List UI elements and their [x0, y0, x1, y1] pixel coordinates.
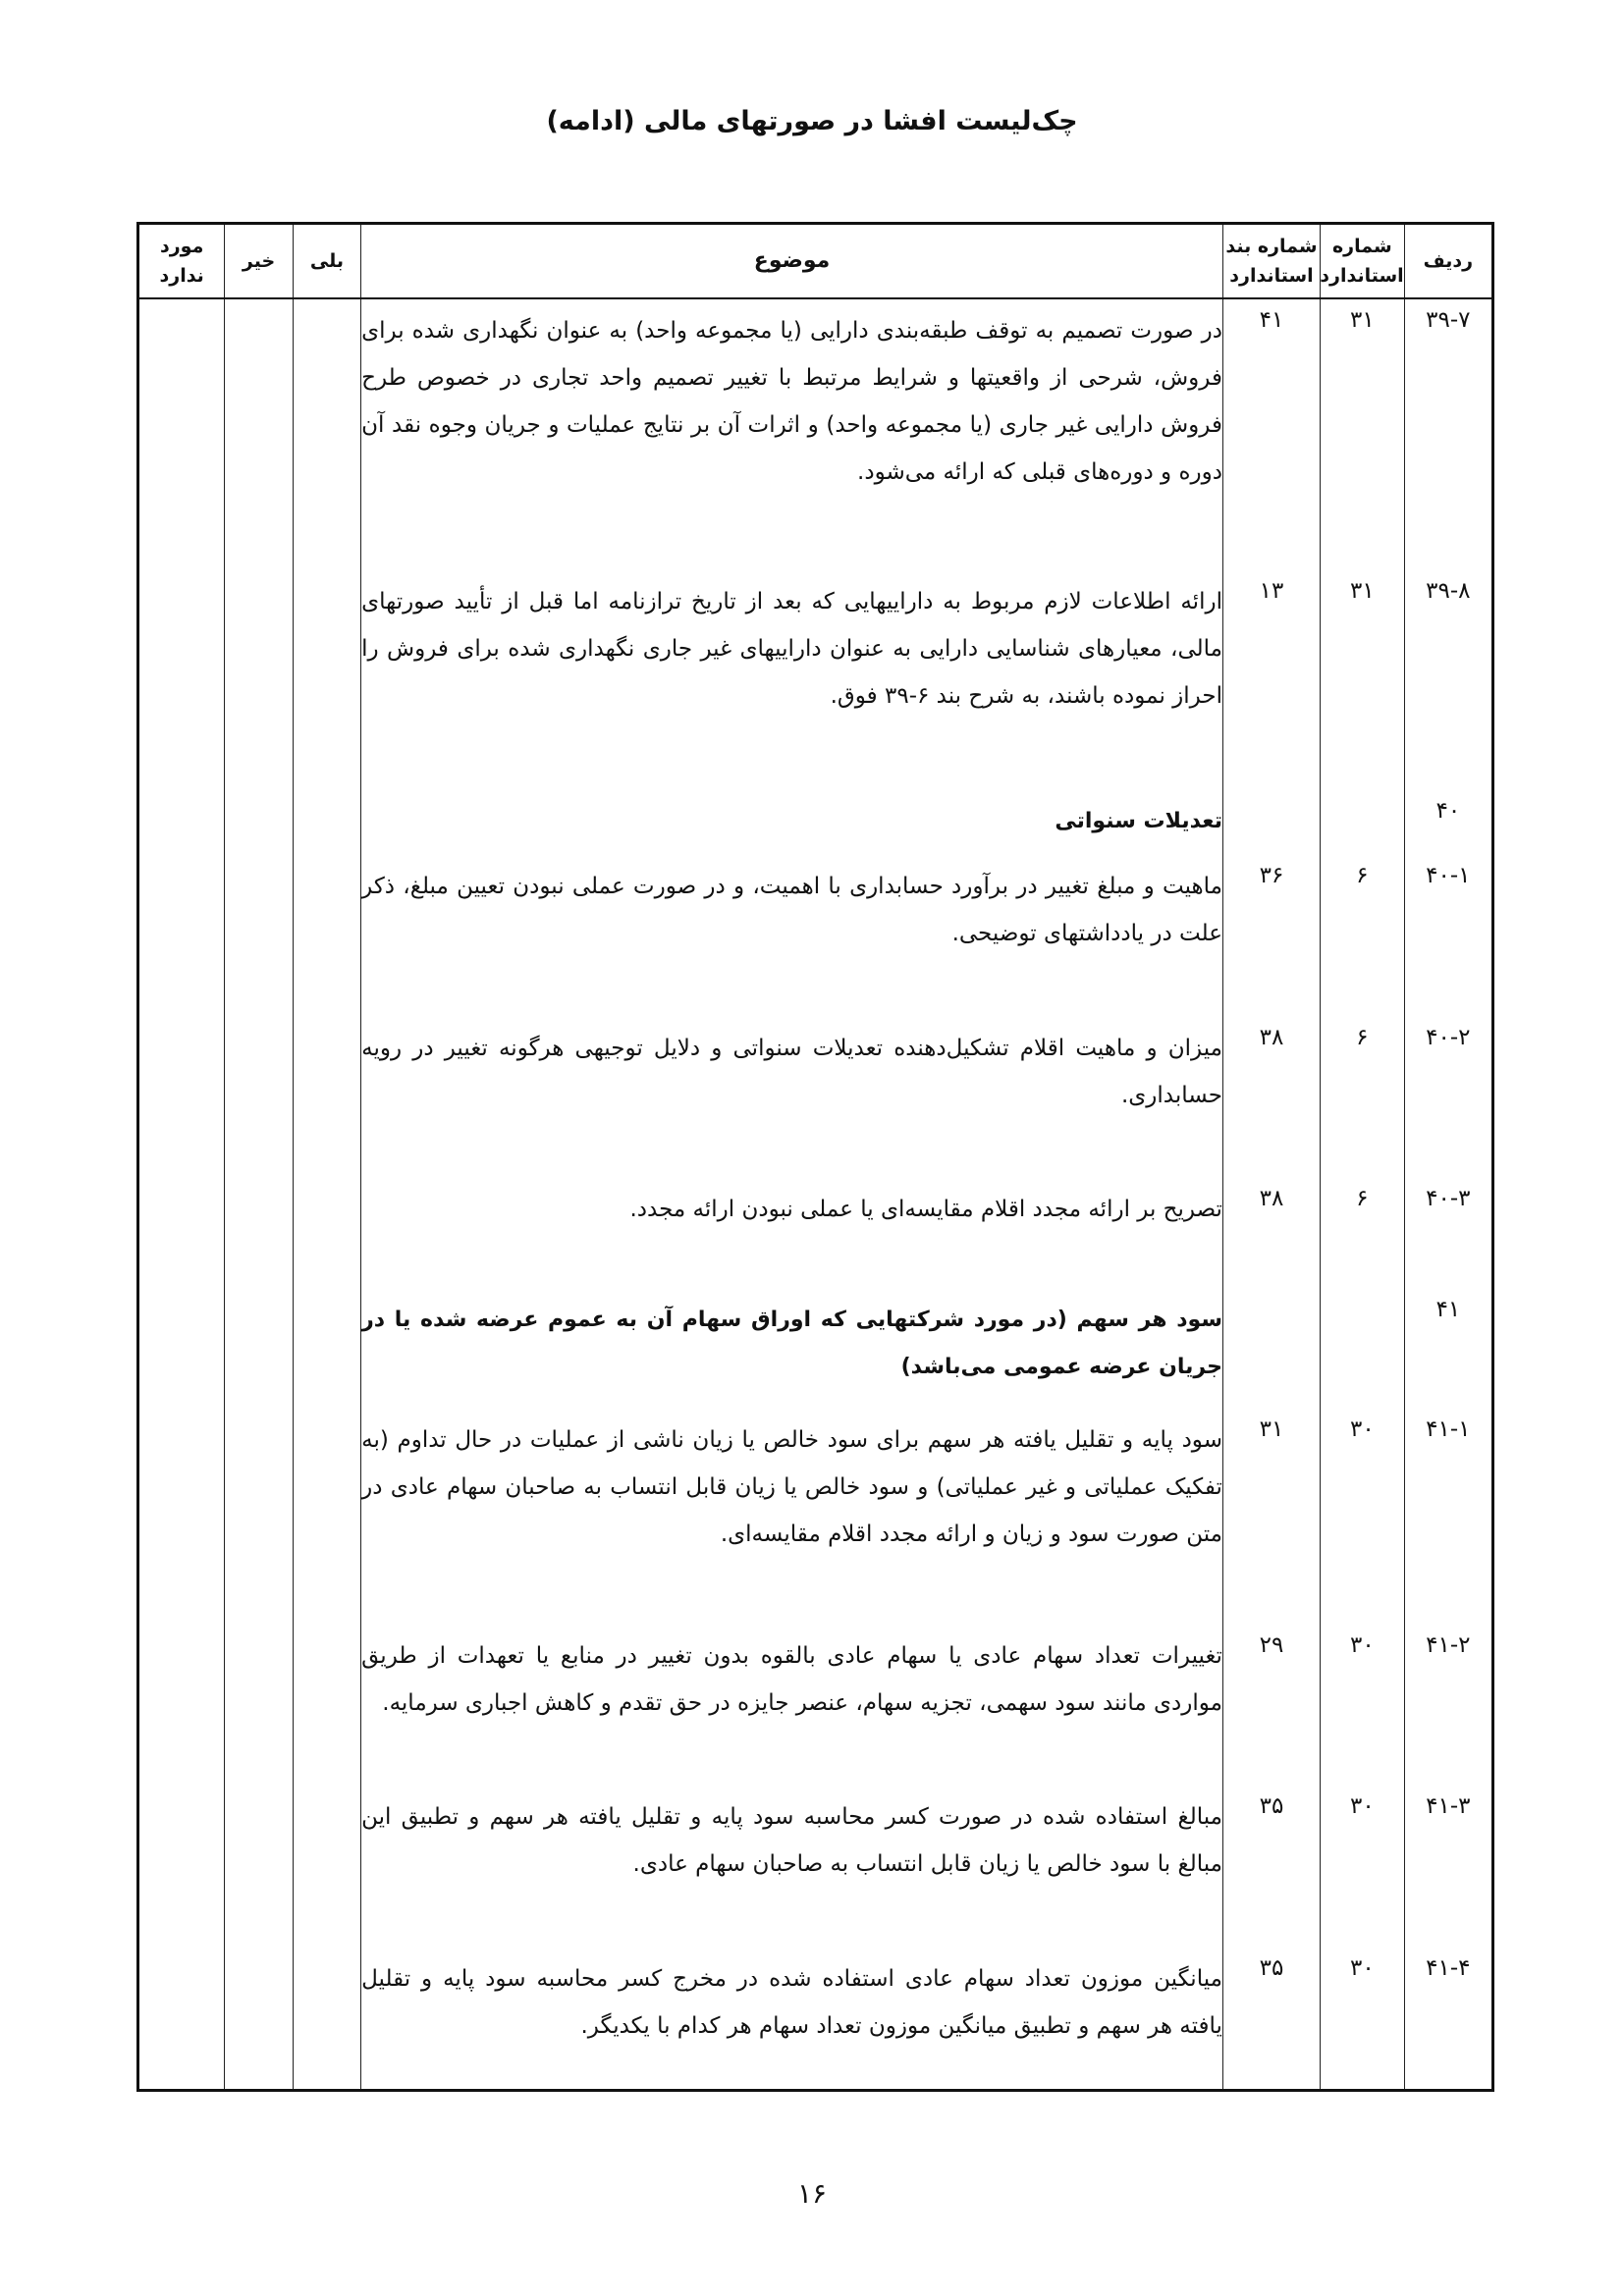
answer-yes-cell[interactable] — [293, 1017, 360, 1179]
answer-no-cell — [225, 1285, 293, 1408]
row-paragraph — [1222, 786, 1320, 855]
checklist-grid — [139, 225, 1491, 2089]
answer-yes-cell[interactable] — [293, 1625, 360, 1787]
answer-no-cell[interactable] — [225, 855, 293, 1017]
table-row — [139, 298, 1491, 570]
row-paragraph: ۱۳ — [1222, 570, 1320, 786]
header-no: خیر — [225, 225, 293, 298]
row-paragraph: ۲۹ — [1222, 1625, 1320, 1787]
row-subject: ماهیت و مبلغ تغییر در برآورد حسابداری با اهمیت، و در صورت عملی نبودن تعیین مبلغ، ذکر علت در یادداشتهای توضیحی. — [361, 855, 1223, 1017]
answer-na-cell[interactable] — [139, 1409, 225, 1625]
answer-na-cell[interactable] — [139, 1948, 225, 2089]
section-heading: سود هر سهم (در مورد شرکتهایی که اوراق سهام آن به عموم عرضه شده یا در جریان عرضه عمومی می‌باشد) — [361, 1285, 1223, 1408]
table-row — [139, 1178, 1491, 1285]
row-subject: میزان و ماهیت اقلام تشکیل‌دهنده تعدیلات سنواتی و دلایل توجیهی هرگونه تغییر در رویه حسابداری. — [361, 1017, 1223, 1179]
answer-yes-cell[interactable] — [293, 570, 360, 786]
answer-no-cell[interactable] — [225, 1625, 293, 1787]
row-paragraph: ۳۵ — [1222, 1948, 1320, 2089]
section-heading-row — [139, 1285, 1491, 1408]
row-standard: ۶ — [1320, 855, 1404, 1017]
row-code: ۴۱-۳ — [1404, 1786, 1491, 1948]
header-subject: موضوع — [361, 225, 1223, 298]
answer-yes-cell[interactable] — [293, 1948, 360, 2089]
section-heading: تعدیلات سنواتی — [361, 786, 1223, 855]
answer-yes-cell — [293, 1285, 360, 1408]
row-code: ۴۱-۲ — [1404, 1625, 1491, 1787]
row-subject: تصریح بر ارائه مجدد اقلام مقایسه‌ای یا عملی نبودن ارائه مجدد. — [361, 1178, 1223, 1285]
answer-yes-cell[interactable] — [293, 298, 360, 570]
answer-no-cell[interactable] — [225, 1178, 293, 1285]
answer-na-cell — [139, 786, 225, 855]
answer-no-cell[interactable] — [225, 1948, 293, 2089]
header-code: ردیف — [1404, 225, 1491, 298]
row-code: ۴۱-۴ — [1404, 1948, 1491, 2089]
answer-no-cell[interactable] — [225, 570, 293, 786]
row-subject: ارائه اطلاعات لازم مربوط به داراییهایی که بعد از تاریخ ترازنامه اما قبل از تأیید صورتهای مالی، معیارهای شناسایی دارایی به عنوان داراییهای غیر جاری نگهداری شده برای فروش را احراز نموده باشند، به شرح بند ۶-۳۹ فوق. — [361, 570, 1223, 786]
page-title: چک‌لیست افشا در صورتهای مالی (ادامه) — [546, 106, 1078, 136]
row-standard: ۳۱ — [1320, 298, 1404, 570]
disclosure-checklist-table — [136, 222, 1494, 2092]
row-standard: ۶ — [1320, 1017, 1404, 1179]
row-subject: مبالغ استفاده شده در صورت کسر محاسبه سود پایه و تقلیل یافته هر سهم و تطبیق این مبالغ با سود خالص یا زیان قابل انتساب به صاحبان سهام عادی. — [361, 1786, 1223, 1948]
table-row — [139, 1786, 1491, 1948]
row-standard: ۳۰ — [1320, 1625, 1404, 1787]
row-code: ۳۹-۷ — [1404, 298, 1491, 570]
answer-yes-cell[interactable] — [293, 1178, 360, 1285]
row-subject: سود پایه و تقلیل یافته هر سهم برای سود خالص یا زیان ناشی از عملیات در حال تداوم (به تفکیک عملیاتی و غیر عملیاتی) و سود خالص یا زیان قابل انتساب به صاحبان سهام عادی در متن صورت سود و زیان و ارائه مجدد اقلام مقایسه‌ای. — [361, 1409, 1223, 1625]
answer-yes-cell[interactable] — [293, 1409, 360, 1625]
answer-na-cell[interactable] — [139, 1625, 225, 1787]
table-row — [139, 855, 1491, 1017]
row-subject: تغییرات تعداد سهام عادی یا سهام عادی بالقوه بدون تغییر در منابع یا تعهدات از طریق مواردی مانند سود سهمی، تجزیه سهام، عنصر جایزه در حق تقدم و کاهش اجباری سرمایه. — [361, 1625, 1223, 1787]
row-code: ۴۰-۳ — [1404, 1178, 1491, 1285]
table-row — [139, 570, 1491, 786]
row-paragraph: ۳۸ — [1222, 1017, 1320, 1179]
answer-na-cell[interactable] — [139, 570, 225, 786]
row-standard: ۳۰ — [1320, 1786, 1404, 1948]
answer-na-cell[interactable] — [139, 855, 225, 1017]
row-standard: ۳۰ — [1320, 1948, 1404, 2089]
row-standard: ۳۱ — [1320, 570, 1404, 786]
row-standard — [1320, 1285, 1404, 1408]
section-code: ۴۰ — [1404, 786, 1491, 855]
answer-yes-cell[interactable] — [293, 855, 360, 1017]
row-paragraph: ۴۱ — [1222, 298, 1320, 570]
answer-no-cell — [225, 786, 293, 855]
row-paragraph: ۳۶ — [1222, 855, 1320, 1017]
row-standard: ۳۰ — [1320, 1409, 1404, 1625]
page-number: ۱۶ — [796, 2177, 828, 2210]
answer-na-cell — [139, 1285, 225, 1408]
section-code: ۴۱ — [1404, 1285, 1491, 1408]
row-paragraph: ۳۸ — [1222, 1178, 1320, 1285]
table-row — [139, 1948, 1491, 2089]
row-code: ۴۰-۱ — [1404, 855, 1491, 1017]
answer-no-cell[interactable] — [225, 298, 293, 570]
answer-no-cell[interactable] — [225, 1017, 293, 1179]
header-not-applicable: مورد ندارد — [139, 225, 225, 298]
header-paragraph: شماره بند استاندارد — [1222, 225, 1320, 298]
row-paragraph — [1222, 1285, 1320, 1408]
answer-na-cell[interactable] — [139, 1178, 225, 1285]
table-row — [139, 1017, 1491, 1179]
row-code: ۳۹-۸ — [1404, 570, 1491, 786]
header-standard: شماره استاندارد — [1320, 225, 1404, 298]
row-standard — [1320, 786, 1404, 855]
answer-yes-cell[interactable] — [293, 1786, 360, 1948]
row-subject: میانگین موزون تعداد سهام عادی استفاده شده در مخرج کسر محاسبه سود پایه و تقلیل یافته هر سهم و تطبیق میانگین موزون تعداد سهام هر کدام با یکدیگر. — [361, 1948, 1223, 2089]
answer-yes-cell — [293, 786, 360, 855]
answer-na-cell[interactable] — [139, 1786, 225, 1948]
table-row — [139, 1409, 1491, 1625]
answer-no-cell[interactable] — [225, 1786, 293, 1948]
answer-na-cell[interactable] — [139, 1017, 225, 1179]
row-code: ۴۱-۱ — [1404, 1409, 1491, 1625]
answer-no-cell[interactable] — [225, 1409, 293, 1625]
row-paragraph: ۳۵ — [1222, 1786, 1320, 1948]
row-standard: ۶ — [1320, 1178, 1404, 1285]
section-heading-row — [139, 786, 1491, 855]
answer-na-cell[interactable] — [139, 298, 225, 570]
table-header-row — [139, 225, 1491, 298]
table-row — [139, 1625, 1491, 1787]
row-subject: در صورت تصمیم به توقف طبقه‌بندی دارایی (یا مجموعه واحد) به عنوان نگهداری شده برای فروش، شرحی از واقعیتها و شرایط مرتبط با تغییر تصمیم واحد تجاری در خصوص طرح فروش دارایی غیر جاری (یا مجموعه واحد) و اثرات آن بر نتایج عملیات و جریان وجوه نقد آن دوره و دوره‌های قبلی که ارائه می‌شود. — [361, 298, 1223, 570]
header-yes: بلی — [293, 225, 360, 298]
row-paragraph: ۳۱ — [1222, 1409, 1320, 1625]
row-code: ۴۰-۲ — [1404, 1017, 1491, 1179]
